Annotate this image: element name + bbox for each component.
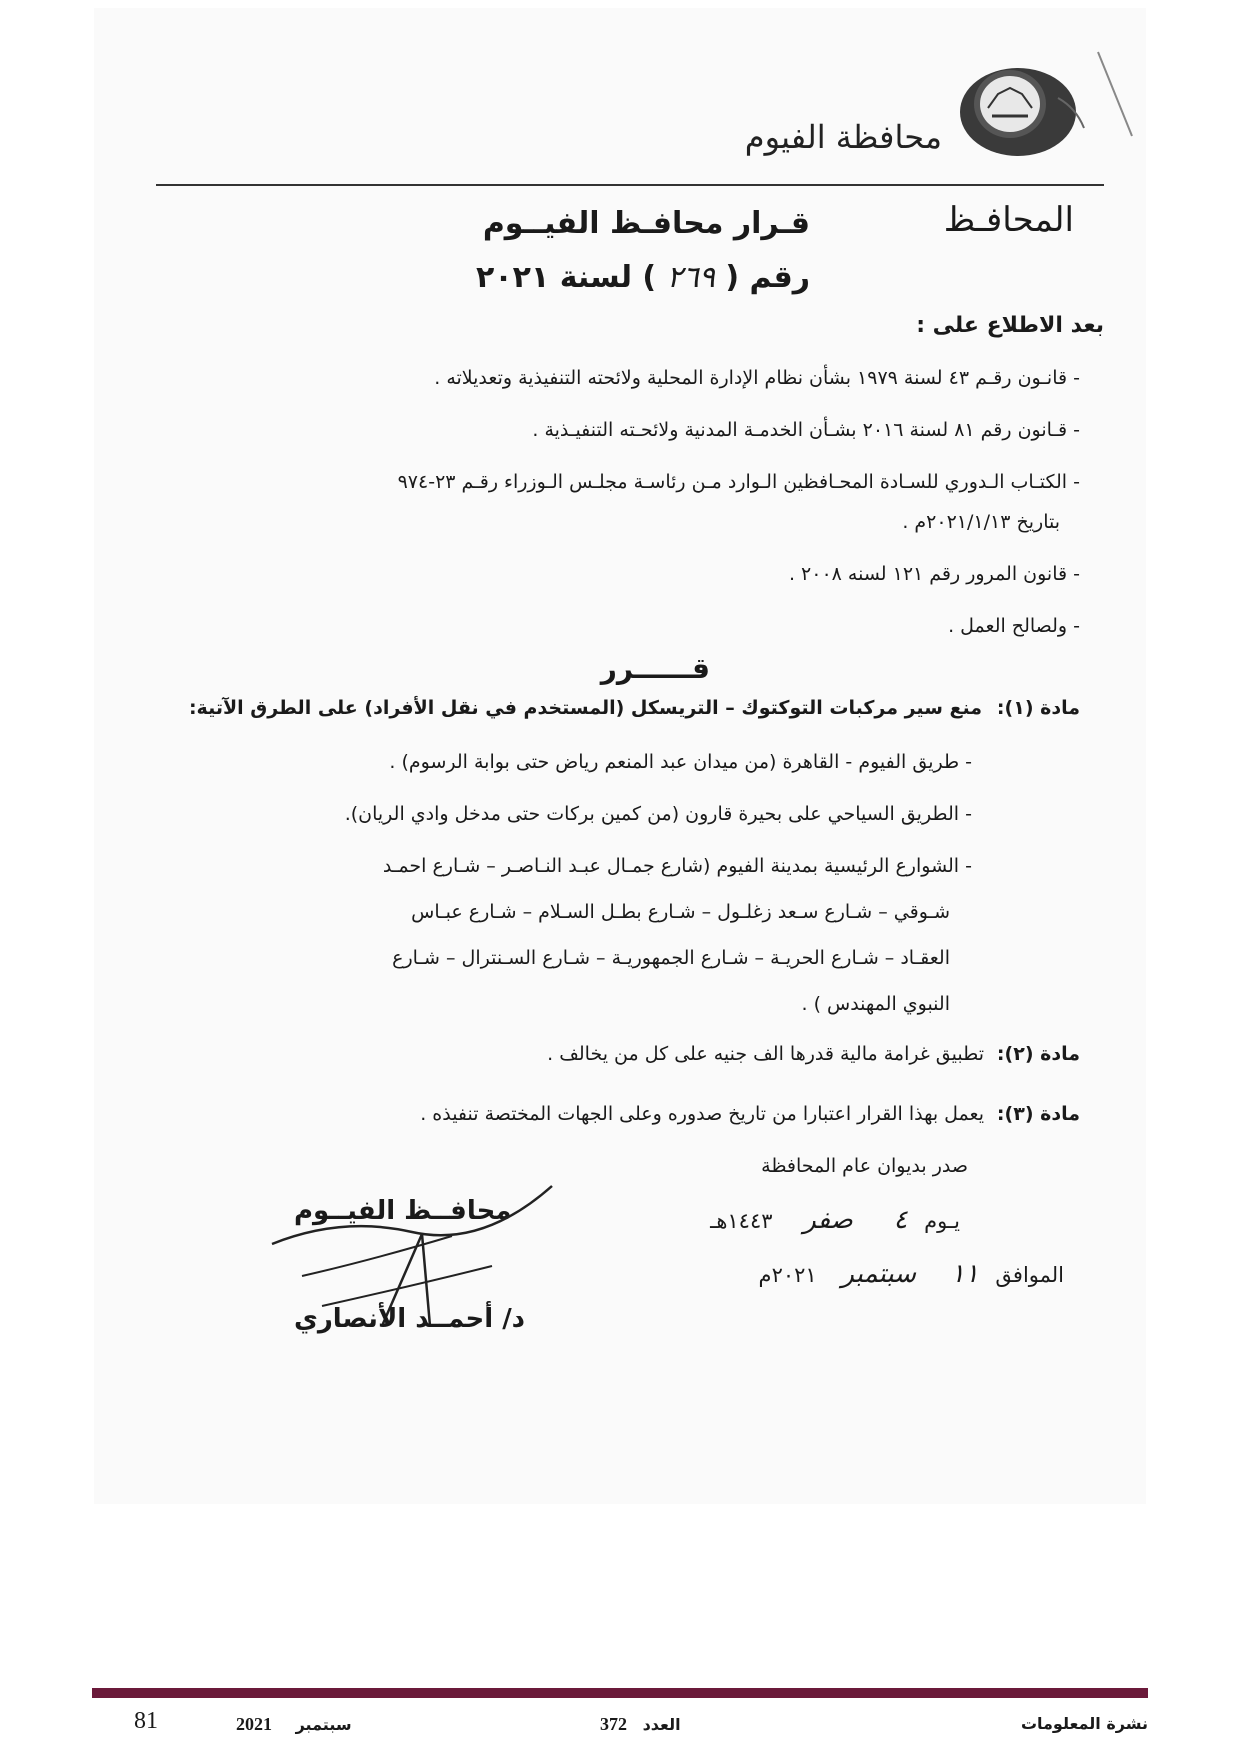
preamble-item-3-cont: بتاريخ ٢٠٢١/١/١٣م . — [902, 511, 1060, 533]
hijri-date — [710, 1202, 960, 1239]
preamble-item-5: - ولصالح العمل . — [948, 608, 1080, 644]
greg-day: ١١ — [950, 1259, 979, 1289]
article-3-text: يعمل بهذا القرار اعتبارا من تاريخ صدوره وعلى الجهات المختصة تنفيذه . — [420, 1103, 984, 1125]
hijri-prefix: يـوم — [924, 1209, 960, 1233]
governorate-seal-icon — [958, 58, 1086, 162]
footer-bar — [92, 1688, 1148, 1698]
decree-number-value: ٢٦٩ — [666, 260, 715, 295]
article-1-item-3: - الشوارع الرئيسية بمدينة الفيوم (شارع جمـال عبـد النـاصـر – شـارع احمـد — [383, 848, 972, 884]
decree-number — [476, 260, 810, 295]
article-3-label: مادة (٣): — [996, 1103, 1080, 1125]
article-2-label: مادة (٢): — [996, 1043, 1080, 1065]
hijri-day: ٤ — [893, 1205, 908, 1235]
header-divider — [156, 184, 1104, 186]
footer-issue-number: 372 — [600, 1714, 627, 1734]
preamble-item-3: - الكتـاب الـدوري للسـادة المحـافظين الـوارد مـن رئاسـة مجلـس الـوزراء رقـم ٢٣-٩٧٤ — [398, 464, 1080, 500]
footer-month: سبتمبر — [295, 1715, 352, 1734]
signatory-name: د/ أحمــد الأنصاري — [294, 1304, 526, 1334]
footer-issue-label: العدد — [642, 1715, 681, 1734]
article-1-item-2: - الطريق السياحي على بحيرة قارون (من كمين بركات حتى مدخل وادي الريان). — [345, 796, 972, 832]
article-1-label: مادة (١): — [996, 697, 1080, 719]
preamble-item-4: - قانون المرور رقم ١٢١ لسنه ٢٠٠٨ . — [789, 556, 1080, 592]
article-1-item-1: - طريق الفيوم - القاهرة (من ميدان عبد المنعم رياض حتى بوابة الرسوم) . — [389, 744, 972, 780]
greg-month: سبتمبر — [841, 1259, 917, 1289]
greg-year: ٢٠٢١م — [758, 1263, 817, 1287]
preamble-item-2: - قـانون رقم ٨١ لسنة ٢٠١٦ بشـأن الخدمـة المدنية ولائحـته التنفيـذية . — [532, 412, 1080, 448]
decision-word: قــــــرر — [600, 652, 710, 685]
decree-title: قـرار محافـظ الفيــوم — [482, 206, 810, 241]
footer-issue — [600, 1714, 681, 1735]
footer-year: 2021 — [236, 1714, 272, 1734]
decree-number-suffix: ) لسنة ٢٠٢١ — [476, 260, 657, 295]
decree-number-prefix: رقم ( — [725, 260, 810, 295]
governorate-name: محافظة الفيوم — [744, 118, 942, 156]
footer-date — [236, 1714, 352, 1735]
article-2-text: تطبيق غرامة مالية قدرها الف جنيه على كل من يخالف . — [547, 1043, 984, 1065]
article-1-item-3-line4: النبوي المهندس ) . — [801, 993, 950, 1015]
footer-publication: نشرة المعلومات — [1020, 1714, 1148, 1733]
article-1-text: منع سير مركبات التوكتوك – التريسكل (المستخدم في نقل الأفراد) على الطرق الآتية: — [188, 697, 982, 719]
issuance-place: صدر بديوان عام المحافظة — [761, 1155, 968, 1177]
pen-mark-icon — [1096, 50, 1136, 140]
hijri-month: صفر — [803, 1205, 853, 1235]
preamble-item-1: - قانـون رقـم ٤٣ لسنة ١٩٧٩ بشأن نظام الإدارة المحلية ولائحته التنفيذية وتعديلاته . — [434, 360, 1080, 396]
preamble-heading: بعد الاطلاع على : — [916, 313, 1104, 338]
page-number: 81 — [134, 1708, 158, 1734]
hijri-year: ١٤٤٣هـ — [710, 1209, 773, 1233]
governor-label: المحافـظ — [943, 200, 1074, 240]
greg-prefix: الموافق — [995, 1263, 1064, 1287]
article-1-item-3-line3: العقـاد – شـارع الحريـة – شـارع الجمهوريـة – شـارع السـنترال – شـارع — [392, 947, 950, 969]
gregorian-date — [759, 1256, 1064, 1293]
article-1-item-3-line2: شـوقي – شـارع سـعد زغلـول – شـارع بطـل السـلام – شـارع عبـاس — [411, 901, 950, 923]
signature-title: محافــظ الفيــوم — [294, 1196, 512, 1226]
